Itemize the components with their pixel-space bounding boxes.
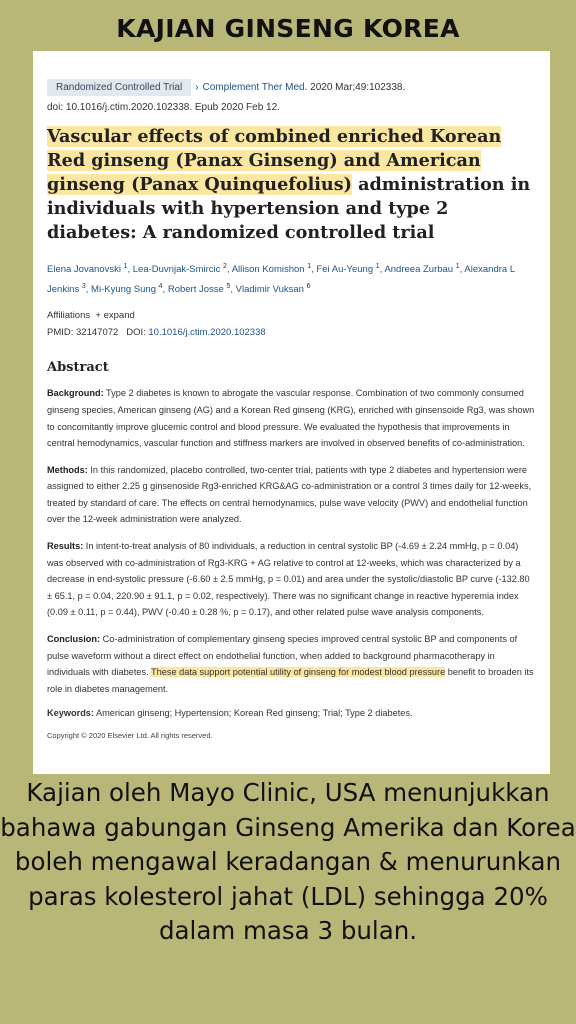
- author-link[interactable]: Andreea Zurbau: [384, 264, 454, 276]
- caption-text: Kajian oleh Mayo Clinic, USA menunjukkan bahawa gabungan Ginseng Amerika dan Korea boleh mengawal keradangan & menurunkan paras kolesterol jahat (LDL) sehingga 20% dalam masa 3 bulan.: [0, 778, 576, 945]
- abstract-heading: Abstract: [47, 360, 109, 376]
- journal-link[interactable]: Complement Ther Med.: [202, 82, 308, 93]
- doi-link[interactable]: 10.1016/j.ctim.2020.102338: [148, 327, 266, 339]
- author-link[interactable]: Mi-Kyung Sung: [91, 284, 156, 296]
- pmid-text: PMID: 32147072: [47, 327, 119, 339]
- author-link[interactable]: Alexandra L Jenkins: [47, 264, 515, 296]
- keywords-row: Keywords: American ginseng; Hypertension; Korean Red ginseng; Trial; Type 2 diabetes.: [47, 708, 413, 719]
- abstract-conclusion: Conclusion: Co-administration of complementary ginseng species improved central systolic BP and components of pulse waveform without a direct effect on endothelial function, when added to background pharmacotherapy in individuals with diabetes. These data support potential utility of ginseng for modest blood pressure benefit to broaden its role in diabetes management.: [47, 634, 534, 694]
- author-link[interactable]: Elena Jovanovski: [47, 264, 121, 276]
- article-meta-row: [47, 79, 536, 96]
- article-title: [47, 125, 536, 245]
- citation-text: 2020 Mar;49:102338.: [310, 82, 406, 93]
- article-screenshot-card: [33, 51, 550, 774]
- author-link[interactable]: Lea-Duvnjak-Smircic: [132, 264, 221, 276]
- author-link[interactable]: Fei Au-Yeung: [316, 264, 374, 276]
- trial-type-badge: Randomized Controlled Trial: [47, 79, 191, 96]
- copyright-notice: Copyright © 2020 Elsevier Ltd. All rights reserved.: [47, 731, 213, 741]
- author-link[interactable]: Vladimir Vuksan: [235, 284, 304, 296]
- conclusion-highlight: These data support potential utility of ginseng for modest blood pressure: [151, 667, 446, 678]
- author-list: Elena Jovanovski $^1$, Lea-Duvnjak-Smircic $^2$, Allison Komishon $^1$, Fei Au-Yeung $^1$, Andreea Zurbau $^1$, Alexandra L Jenkins $^3$, Mi-Kyung Sung $^4$, Robert Josse $^5$, Vladimir Vuksan $^6$: [47, 263, 515, 296]
- author-link[interactable]: Robert Josse: [167, 284, 224, 296]
- pmid-row: [47, 327, 536, 338]
- title-rest: administration in individuals with hypertension and type 2 diabetes: A randomized controlled trial: [47, 174, 531, 243]
- abstract-methods: Methods: In this randomized, placebo controlled, two-center trial, patients with type 2 diabetes and hypertension were assigned to either 2.25 g ginsenoside Rg3-enriched KRG&AG co-administration or a control 3 times daily for 12-weeks, treated by standard of care. The effects on central hemodynamics, pulse wave velocity (PWV) and endothelial function over the 12-week administration were analyzed.: [47, 464, 532, 525]
- abstract-background: Background: Type 2 diabetes is known to abrogate the vascular response. Combination of two commonly consumed ginseng species, American ginseng (AG) and a Korean Red ginseng (KRG), enriched with ginsensoide Rg3, was shown to concomitantly improve glucemic control and blood pressure. We evaluated the hypothesis that improvements in central hemodynamics, vascular function and stiffness markers are involved in observed benefits of co-administration.: [47, 388, 535, 449]
- doi-label: DOI:: [126, 327, 146, 339]
- affiliations-label: Affiliations: [47, 310, 91, 322]
- expand-affiliations-button[interactable]: + expand: [95, 310, 135, 322]
- affiliations-row: [47, 310, 536, 321]
- chevron-right-icon: ›: [195, 82, 199, 93]
- author-link[interactable]: Allison Komishon: [231, 264, 305, 276]
- doi-line: doi: 10.1016/j.ctim.2020.102338. Epub 2020 Feb 12.: [47, 102, 280, 113]
- page-header-title: KAJIAN GINSENG KOREA: [116, 14, 460, 43]
- title-highlight: Vascular effects of combined enriched Korean Red ginseng (Panax Ginseng) and American ginseng (Panax Quinquefolius): [47, 126, 502, 195]
- abstract-results: Results: In intent-to-treat analysis of 80 individuals, a reduction in central systolic BP (-4.69 ± 2.24 mmHg, p = 0.04) was observed with co-administration of Rg3-KRG + AG relative to control at 12-weeks, which was characterized by a decrease in end-systolic pressure (-6.60 ± 2.5 mmHg, p = 0.01) and area under the systolic/diastolic BP curve (-132.80 ± 65.1, p = 0.04, 220.90 ± 91.1, p = 0.02, respectively). There was no significant change in reactive hyperemia index (0.09 ± 0.11, p = 0.44), PWV (-0.40 ± 0.28 %, p = 0.17), and other related pulse wave analysis components.: [47, 541, 530, 618]
